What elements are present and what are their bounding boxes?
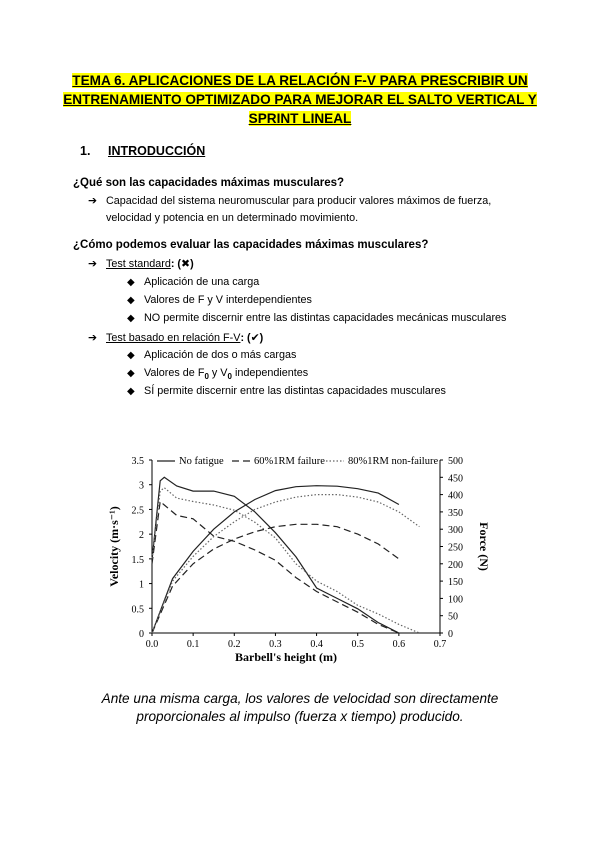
answer-1-line2: velocidad y potencia en un determinado movimiento. bbox=[106, 212, 359, 224]
y-right-tick-label: 400 bbox=[448, 490, 463, 502]
legend-label: 80%1RM non-failure bbox=[348, 456, 439, 467]
y-right-tick-label: 50 bbox=[448, 611, 458, 623]
arrow-icon: ➔ bbox=[88, 332, 98, 344]
section-title: INTRODUCCIÓN bbox=[108, 144, 206, 158]
x-tick-label: 0.1 bbox=[186, 639, 200, 650]
y-left-tick-label: 1 bbox=[139, 579, 144, 591]
series-line-velocity-dotted bbox=[152, 495, 419, 633]
y-right-tick-label: 0 bbox=[448, 629, 453, 640]
diamond-bullet-icon: ◆ bbox=[127, 350, 135, 361]
diamond-bullet-icon: ◆ bbox=[127, 368, 135, 379]
y-left-tick-label: 3.5 bbox=[131, 456, 144, 467]
list-item: ◆ SÍ permite discernir entre las distintas capacidades musculares bbox=[127, 385, 446, 397]
y-left-tick-label: 0.5 bbox=[131, 604, 144, 616]
list-item: ◆ Valores de $F_0$ y $V_0$ independientes bbox=[127, 367, 309, 382]
y-left-axis-label: Velocity (m·s⁻¹) bbox=[107, 506, 121, 587]
y-right-tick-label: 500 bbox=[448, 456, 463, 467]
series-line-force-dotted bbox=[152, 488, 419, 633]
list-item: ◆ Valores de F y V interdependientes bbox=[127, 294, 312, 306]
question-2: ¿Cómo podemos evaluar las capacidades máximas musculares? bbox=[73, 239, 429, 251]
legend-label: No fatigue bbox=[179, 456, 224, 467]
y-left-tick-label: 2 bbox=[139, 530, 144, 542]
x-tick-label: 0.7 bbox=[433, 639, 447, 650]
test-standard-label: Test standard bbox=[106, 258, 171, 270]
diamond-bullet-icon: ◆ bbox=[127, 295, 135, 306]
x-axis-label: Barbell's height (m) bbox=[235, 650, 337, 664]
x-tick-label: 0.0 bbox=[145, 639, 159, 650]
caption-line1: Ante una misma carga, los valores de velocidad son directamente bbox=[101, 691, 499, 706]
y-right-tick-label: 250 bbox=[448, 542, 463, 554]
test-fv-label: Test basado en relación F-V bbox=[106, 332, 241, 344]
legend-label: 60%1RM failure bbox=[254, 456, 325, 467]
list-item: ◆ NO permite discernir entre las distintas capacidades mecánicas musculares bbox=[127, 312, 507, 324]
document-title: TEMA 6. APLICACIONES DE LA RELACIÓN F-V PARA PRESCRIBIR UN ENTRENAMIENTO OPTIMIZADO PARA MEJORAR EL SALTO VERTICAL Y SPRINT LINEAL bbox=[63, 73, 537, 126]
y-left-tick-label: 0 bbox=[139, 629, 144, 640]
diamond-bullet-icon: ◆ bbox=[127, 386, 135, 397]
test-standard-mark: : (✖) bbox=[170, 258, 194, 270]
arrow-icon: ➔ bbox=[88, 258, 98, 270]
y-right-tick-label: 300 bbox=[448, 525, 463, 537]
y-right-tick-label: 350 bbox=[448, 507, 463, 519]
list-item: ◆ Aplicación de dos o más cargas bbox=[127, 349, 297, 361]
figure-caption bbox=[70, 690, 530, 726]
test-fv-mark: : (✔) bbox=[240, 332, 264, 344]
y-right-tick-label: 450 bbox=[448, 473, 463, 485]
x-tick-label: 0.5 bbox=[351, 639, 364, 650]
y-right-tick-label: 150 bbox=[448, 577, 463, 589]
x-tick-label: 0.6 bbox=[392, 639, 406, 650]
y-right-tick-label: 100 bbox=[448, 594, 463, 606]
y-left-tick-label: 2.5 bbox=[131, 505, 144, 517]
x-tick-label: 0.2 bbox=[228, 639, 241, 650]
list-item: ◆ Aplicación de una carga bbox=[127, 276, 260, 288]
y-right-tick-label: 200 bbox=[448, 559, 463, 571]
question-1: ¿Qué son las capacidades máximas musculares? bbox=[73, 177, 345, 189]
diamond-bullet-icon: ◆ bbox=[127, 313, 135, 324]
section-number: 1. bbox=[80, 144, 91, 158]
series-line-velocity-dashed bbox=[152, 524, 399, 633]
caption-line2: proporcionales al impulso (fuerza x tiempo) producido. bbox=[136, 709, 464, 724]
x-tick-label: 0.3 bbox=[269, 639, 282, 650]
answer-1-line1: Capacidad del sistema neuromuscular para producir valores máximos de fuerza, bbox=[106, 195, 492, 207]
arrow-icon: ➔ bbox=[88, 195, 98, 207]
y-left-tick-label: 1.5 bbox=[131, 554, 144, 566]
series-line-force-dashed bbox=[152, 502, 399, 634]
y-left-tick-label: 3 bbox=[139, 480, 144, 492]
x-tick-label: 0.4 bbox=[310, 639, 323, 650]
y-right-axis-label: Force (N) bbox=[477, 522, 491, 571]
diamond-bullet-icon: ◆ bbox=[127, 277, 135, 288]
